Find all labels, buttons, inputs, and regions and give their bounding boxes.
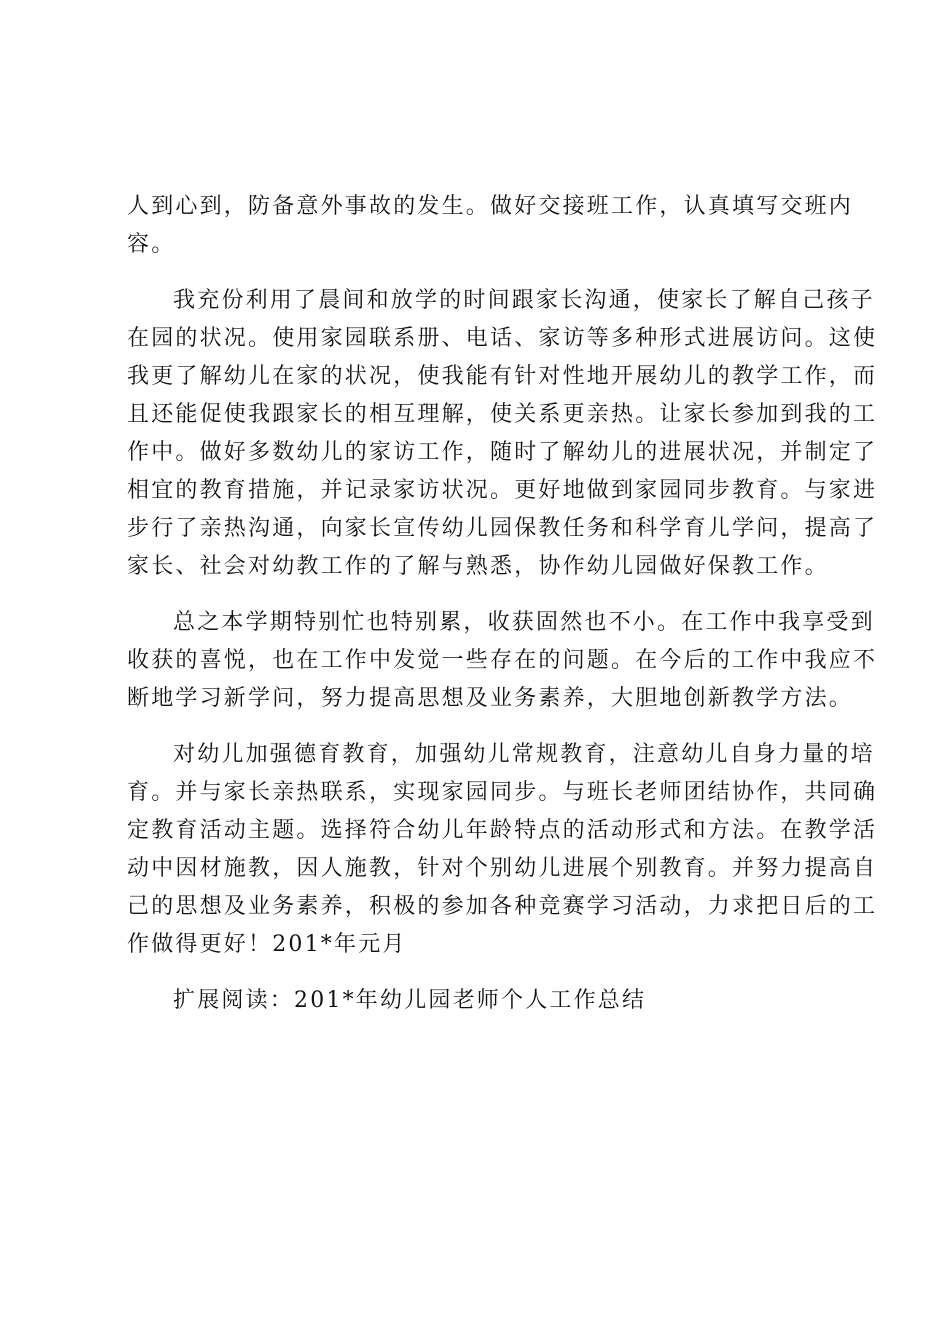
paragraph-line: 家长、社会对幼教工作的了解与熟悉，协作幼儿园做好保教工作。 [127, 554, 829, 579]
paragraph-line: 作中。做好多数幼儿的家访工作，随时了解幼儿的进展状况，并制定了 [127, 440, 878, 465]
document-body [127, 188, 878, 1020]
extended-reading-line: 扩展阅读：201*年幼儿园老师个人工作总结 [173, 988, 647, 1013]
paragraph-2 [127, 282, 878, 586]
paragraph-line: 定教育活动主题。选择符合幼儿年龄特点的活动形式和方法。在教学活 [127, 818, 878, 843]
paragraph-line: 己的思想及业务素养，积极的参加各种竞赛学习活动，力求把日后的工 [127, 894, 878, 919]
paragraph-4 [127, 736, 878, 964]
paragraph-line: 我更了解幼儿在家的状况，使我能有针对性地开展幼儿的教学工作，而 [127, 364, 878, 389]
paragraph-3 [127, 604, 878, 718]
paragraph-line: 且还能促使我跟家长的相互理解，使关系更亲热。让家长参加到我的工 [127, 402, 878, 427]
paragraph-line: 相宜的教育措施，并记录家访状况。更好地做到家园同步教育。与家进 [127, 478, 878, 503]
paragraph-line: 作做得更好！201*年元月 [127, 932, 407, 957]
paragraph-5 [127, 982, 833, 1020]
paragraph-line: 动中因材施教，因人施教，针对个别幼儿进展个别教育。并努力提高自 [127, 856, 878, 881]
paragraph-line: 步行了亲热沟通，向家长宣传幼儿园保教任务和科学育儿学问，提高了 [127, 516, 878, 541]
paragraph-line: 育。并与家长亲热联系，实现家园同步。与班长老师团结协作，共同确 [127, 780, 878, 805]
paragraph-line: 人到心到，防备意外事故的发生。做好交接班工作，认真填写交班内 [127, 194, 854, 219]
paragraph-line: 我充份利用了晨间和放学的时间跟家长沟通，使家长了解自己孩子 [173, 288, 875, 313]
paragraph-1 [127, 188, 854, 264]
paragraph-line: 在园的状况。使用家园联系册、电话、家访等多种形式进展访问。这使 [127, 326, 878, 351]
paragraph-line: 收获的喜悦，也在工作中发觉一些存在的问题。在今后的工作中我应不 [127, 648, 878, 673]
paragraph-line: 对幼儿加强德育教育，加强幼儿常规教育，注意幼儿自身力量的培 [173, 742, 875, 767]
paragraph-line: 断地学习新学问，努力提高思想及业务素养，大胆地创新教学方法。 [127, 686, 854, 711]
paragraph-line: 总之本学期特别忙也特别累，收获固然也不小。在工作中我享受到 [173, 610, 875, 635]
paragraph-line: 容。 [127, 232, 176, 257]
